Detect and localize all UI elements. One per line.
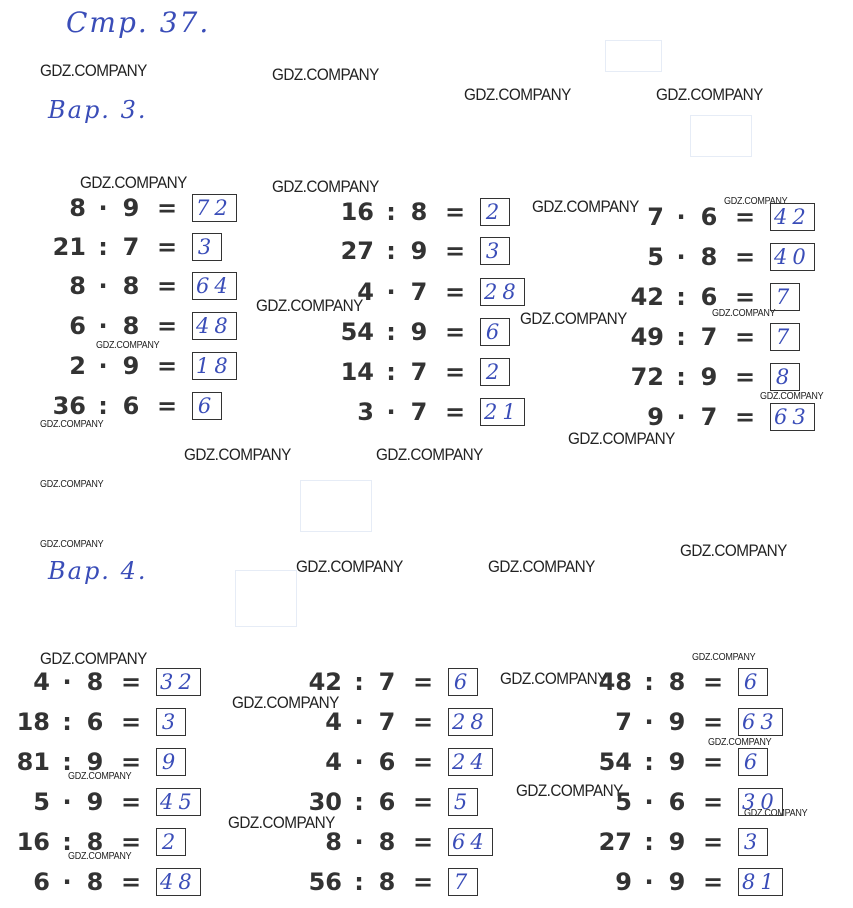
equals-sign: = (702, 668, 724, 696)
operand-b: 9 (86, 748, 104, 776)
equals-sign: = (444, 358, 466, 386)
watermark: GDZ.COMPANY (68, 851, 132, 862)
watermark: GDZ.COMPANY (232, 693, 339, 712)
equals-sign: = (734, 243, 756, 271)
operand-b: 7 (700, 323, 718, 351)
operand-a: 16 (16, 828, 50, 856)
operand-b: 6 (700, 203, 718, 231)
operator: : (354, 788, 364, 816)
equation-row (4, 828, 186, 856)
operand-b: 9 (410, 237, 428, 265)
answer-box: 6 (738, 668, 768, 696)
operator: · (676, 403, 686, 431)
operator: : (386, 318, 396, 346)
operand-a: 42 (630, 283, 664, 311)
operand-b: 7 (410, 358, 428, 386)
equals-sign: = (120, 708, 142, 736)
operator: · (386, 278, 396, 306)
equation-row (618, 363, 800, 391)
equation-row (328, 198, 510, 226)
variant-4-heading: Вар. 4. (48, 557, 148, 585)
operator: · (676, 243, 686, 271)
watermark: GDZ.COMPANY (40, 649, 147, 668)
watermark: GDZ.COMPANY (520, 309, 627, 328)
equation-row (328, 358, 510, 386)
operator: : (644, 828, 654, 856)
watermark: GDZ.COMPANY (96, 340, 160, 351)
operand-a: 18 (16, 708, 50, 736)
equation-row (586, 668, 768, 696)
operand-a: 7 (615, 708, 632, 736)
operand-a: 2 (69, 352, 86, 380)
operand-a: 5 (615, 788, 632, 816)
operand-a: 4 (325, 748, 342, 776)
answer-box: 6 (192, 392, 222, 420)
equation-row (328, 237, 510, 265)
equals-sign: = (412, 668, 434, 696)
operand-a: 21 (52, 233, 86, 261)
watermark: GDZ.COMPANY (656, 85, 763, 104)
operand-a: 27 (340, 237, 374, 265)
watermark: GDZ.COMPANY (80, 173, 187, 192)
answer-box: 48 (156, 868, 201, 896)
answer-box: 40 (770, 243, 815, 271)
answer-box: 72 (192, 194, 237, 222)
operand-b: 8 (378, 868, 396, 896)
watermark: GDZ.COMPANY (692, 652, 756, 663)
operand-a: 8 (69, 194, 86, 222)
watermark: GDZ.COMPANY (568, 429, 675, 448)
equals-sign: = (156, 352, 178, 380)
answer-box: 42 (770, 203, 815, 231)
answer-box: 28 (448, 708, 493, 736)
watermark: GDZ.COMPANY (40, 419, 104, 430)
operator: · (354, 748, 364, 776)
operator: : (386, 198, 396, 226)
operator: : (676, 323, 686, 351)
answer-box: 6 (480, 318, 510, 346)
operand-b: 8 (668, 668, 686, 696)
equals-sign: = (702, 708, 724, 736)
equals-sign: = (412, 868, 434, 896)
operand-b: 6 (86, 708, 104, 736)
equals-sign: = (156, 194, 178, 222)
equals-sign: = (734, 323, 756, 351)
operator: : (354, 868, 364, 896)
equation-row (586, 788, 783, 816)
watermark: GDZ.COMPANY (228, 813, 335, 832)
equals-sign: = (734, 403, 756, 431)
equation-row (618, 323, 800, 351)
operator: · (98, 312, 108, 340)
equals-sign: = (734, 203, 756, 231)
watermark: GDZ.COMPANY (68, 771, 132, 782)
answer-box: 32 (156, 668, 201, 696)
watermark: GDZ.COMPANY (272, 65, 379, 84)
answer-box: 48 (192, 312, 237, 340)
answer-box: 81 (738, 868, 783, 896)
equals-sign: = (412, 788, 434, 816)
watermark: GDZ.COMPANY (40, 539, 104, 550)
operand-b: 6 (378, 788, 396, 816)
watermark: GDZ.COMPANY (488, 557, 595, 576)
operator: : (98, 233, 108, 261)
equation-row (40, 272, 237, 300)
operand-b: 7 (410, 278, 428, 306)
watermark: GDZ.COMPANY (516, 781, 623, 800)
equation-row (328, 398, 525, 426)
operand-a: 49 (630, 323, 664, 351)
equals-sign: = (156, 233, 178, 261)
watermark: GDZ.COMPANY (256, 296, 363, 315)
operand-b: 9 (700, 363, 718, 391)
operator: · (98, 272, 108, 300)
operand-a: 14 (340, 358, 374, 386)
equals-sign: = (702, 868, 724, 896)
operator: · (98, 352, 108, 380)
answer-box: 2 (480, 198, 510, 226)
operand-b: 6 (122, 392, 140, 420)
operator: : (62, 708, 72, 736)
operator: : (98, 392, 108, 420)
equals-sign: = (120, 668, 142, 696)
operand-a: 9 (615, 868, 632, 896)
operand-b: 8 (86, 668, 104, 696)
operand-a: 9 (647, 403, 664, 431)
background-grid-decoration (690, 115, 752, 157)
answer-box: 3 (156, 708, 186, 736)
operand-a: 8 (69, 272, 86, 300)
answer-box: 7 (770, 323, 800, 351)
answer-box: 28 (480, 278, 525, 306)
operand-b: 8 (378, 828, 396, 856)
operand-b: 9 (122, 352, 140, 380)
operand-b: 6 (700, 283, 718, 311)
answer-box: 21 (480, 398, 525, 426)
answer-box: 5 (448, 788, 478, 816)
operand-b: 9 (122, 194, 140, 222)
watermark: GDZ.COMPANY (708, 737, 772, 748)
equals-sign: = (412, 748, 434, 776)
equals-sign: = (444, 198, 466, 226)
answer-box: 3 (192, 233, 222, 261)
equals-sign: = (412, 708, 434, 736)
operator: : (676, 283, 686, 311)
answer-box: 63 (738, 708, 783, 736)
equation-row (4, 748, 186, 776)
operand-b: 8 (122, 312, 140, 340)
watermark: GDZ.COMPANY (296, 557, 403, 576)
operand-b: 9 (86, 788, 104, 816)
equation-row (296, 868, 478, 896)
answer-box: 24 (448, 748, 493, 776)
answer-box: 8 (770, 363, 800, 391)
operand-b: 7 (700, 403, 718, 431)
watermark: GDZ.COMPANY (744, 808, 808, 819)
operand-b: 9 (668, 868, 686, 896)
operator: : (644, 748, 654, 776)
operand-b: 6 (378, 748, 396, 776)
operand-b: 9 (668, 708, 686, 736)
operator: : (676, 363, 686, 391)
equals-sign: = (120, 868, 142, 896)
operator: · (62, 668, 72, 696)
equation-row (586, 748, 768, 776)
operand-b: 8 (86, 868, 104, 896)
operand-a: 4 (33, 668, 50, 696)
watermark: GDZ.COMPANY (40, 479, 104, 490)
operand-a: 3 (357, 398, 374, 426)
equals-sign: = (120, 788, 142, 816)
answer-box: 7 (770, 283, 800, 311)
equation-row (40, 352, 237, 380)
answer-box: 45 (156, 788, 201, 816)
operator: · (62, 868, 72, 896)
operand-a: 4 (357, 278, 374, 306)
operand-b: 9 (668, 748, 686, 776)
equation-row (296, 668, 478, 696)
operand-b: 8 (700, 243, 718, 271)
background-grid-decoration (235, 570, 297, 627)
operator: : (644, 668, 654, 696)
operator: · (644, 788, 654, 816)
operator: · (354, 828, 364, 856)
equation-row (40, 194, 237, 222)
watermark: GDZ.COMPANY (500, 669, 607, 688)
answer-box: 3 (480, 237, 510, 265)
operand-a: 16 (340, 198, 374, 226)
equation-row (586, 828, 768, 856)
operand-b: 8 (86, 828, 104, 856)
equals-sign: = (156, 272, 178, 300)
equals-sign: = (444, 278, 466, 306)
operator: : (354, 668, 364, 696)
equals-sign: = (702, 748, 724, 776)
operand-a: 27 (598, 828, 632, 856)
equation-row (4, 708, 186, 736)
operator: : (62, 748, 72, 776)
equals-sign: = (702, 788, 724, 816)
answer-box: 2 (156, 828, 186, 856)
operand-a: 5 (33, 788, 50, 816)
operand-a: 5 (647, 243, 664, 271)
operand-a: 42 (308, 668, 342, 696)
operand-a: 72 (630, 363, 664, 391)
watermark: GDZ.COMPANY (724, 196, 788, 207)
operator: : (386, 358, 396, 386)
equation-row (296, 708, 493, 736)
operand-b: 8 (410, 198, 428, 226)
operator: : (62, 828, 72, 856)
watermark: GDZ.COMPANY (712, 308, 776, 319)
equals-sign: = (734, 363, 756, 391)
operand-a: 81 (16, 748, 50, 776)
watermark: GDZ.COMPANY (680, 541, 787, 560)
equals-sign: = (444, 237, 466, 265)
operand-a: 54 (598, 748, 632, 776)
operator: · (386, 398, 396, 426)
answer-box: 9 (156, 748, 186, 776)
operator: : (386, 237, 396, 265)
operand-a: 54 (340, 318, 374, 346)
operand-b: 8 (122, 272, 140, 300)
answer-box: 30 (738, 788, 783, 816)
operator: · (644, 868, 654, 896)
equals-sign: = (444, 318, 466, 346)
equation-row (618, 203, 815, 231)
answer-box: 64 (448, 828, 493, 856)
equation-row (4, 788, 201, 816)
equals-sign: = (412, 828, 434, 856)
answer-box: 63 (770, 403, 815, 431)
equation-row (328, 278, 525, 306)
operand-a: 4 (325, 708, 342, 736)
operand-b: 6 (668, 788, 686, 816)
operator: · (98, 194, 108, 222)
equals-sign: = (444, 398, 466, 426)
equals-sign: = (156, 312, 178, 340)
operand-a: 56 (308, 868, 342, 896)
watermark: GDZ.COMPANY (40, 61, 147, 80)
equals-sign: = (702, 828, 724, 856)
operator: · (62, 788, 72, 816)
operand-a: 8 (325, 828, 342, 856)
equation-row (296, 748, 493, 776)
watermark: GDZ.COMPANY (272, 177, 379, 196)
background-grid-decoration (605, 40, 662, 72)
operand-b: 7 (378, 668, 396, 696)
operand-b: 9 (410, 318, 428, 346)
answer-box: 6 (738, 748, 768, 776)
watermark: GDZ.COMPANY (184, 445, 291, 464)
operand-a: 36 (52, 392, 86, 420)
equals-sign: = (734, 283, 756, 311)
operand-a: 48 (598, 668, 632, 696)
equation-row (586, 708, 783, 736)
page-number-heading: Стр. 37. (66, 6, 211, 39)
background-grid-decoration (300, 480, 372, 532)
answer-box: 6 (448, 668, 478, 696)
operand-b: 7 (378, 708, 396, 736)
operand-a: 6 (33, 868, 50, 896)
equals-sign: = (120, 748, 142, 776)
equation-row (328, 318, 510, 346)
watermark: GDZ.COMPANY (464, 85, 571, 104)
answer-box: 7 (448, 868, 478, 896)
operator: · (354, 708, 364, 736)
answer-box: 2 (480, 358, 510, 386)
operator: · (644, 708, 654, 736)
equation-row (40, 233, 222, 261)
operand-b: 7 (410, 398, 428, 426)
operand-a: 30 (308, 788, 342, 816)
answer-box: 18 (192, 352, 237, 380)
watermark: GDZ.COMPANY (760, 391, 824, 402)
equation-row (4, 868, 201, 896)
answer-box: 3 (738, 828, 768, 856)
watermark: GDZ.COMPANY (532, 197, 639, 216)
operand-b: 9 (668, 828, 686, 856)
equals-sign: = (120, 828, 142, 856)
equation-row (586, 868, 783, 896)
equation-row (618, 403, 815, 431)
watermark: GDZ.COMPANY (376, 445, 483, 464)
operand-a: 7 (647, 203, 664, 231)
operand-a: 6 (69, 312, 86, 340)
variant-3-heading: Вар. 3. (48, 96, 148, 124)
equation-row (618, 243, 815, 271)
equation-row (296, 788, 478, 816)
equation-row (40, 312, 237, 340)
equation-row (296, 828, 493, 856)
equation-row (40, 392, 222, 420)
equation-row (4, 668, 201, 696)
operand-b: 7 (122, 233, 140, 261)
operator: · (676, 203, 686, 231)
equation-row (618, 283, 800, 311)
answer-box: 64 (192, 272, 237, 300)
equals-sign: = (156, 392, 178, 420)
